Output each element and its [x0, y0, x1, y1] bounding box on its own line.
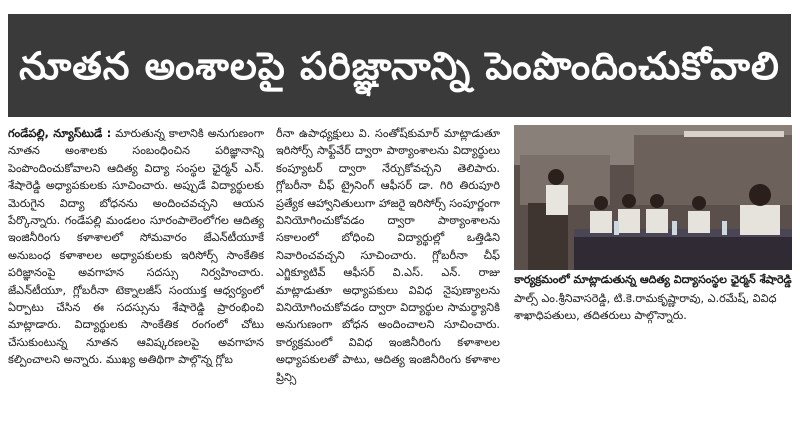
- article-column-3: [514, 290, 792, 418]
- article-column-2: [276, 125, 500, 417]
- dateline: గండేపల్లి, న్యూస్‌టుడే :: [8, 127, 112, 140]
- event-photo: [514, 125, 792, 270]
- photo-caption: కార్యక్రమంలో మాట్లాడుతున్న ఆదిత్య విద్యాసంస్థల ఛైర్మన్ శేషారెడ్డి: [514, 273, 792, 286]
- article-column-1: [8, 125, 264, 417]
- headline-banner: [8, 14, 791, 117]
- article-paragraph: [8, 125, 264, 369]
- article-text-3: పాల్స్ ఎం.శ్రీనివాసరెడ్డి, టి.కె.రామకృష్ణారావు, ఎ.రమేష్, వివిధ శాఖాధిపతులు, తదితరులు పాల్గొన్నారు.: [514, 292, 777, 323]
- article-text-2: రీనా ఉపాధ్యక్షులు వి. సంతోష్‌కుమార్ మాట్లాడుతూ ఇరిసోర్స్ సాఫ్ట్‌వేర్ ద్వారా పాఠ్యాంశాలను విద్యార్థులు కంప్యూటర్ ద్వారా నేర్చుకోవచ్చని తెలిపారు. గ్లోబరీనా చీఫ్ ట్రైనింగ్ ఆఫీసర్ డా. గిరి తిరుపూరి ప్రత్యేక ఆహ్వానితులుగా హాజరై ఇరిసోర్స్ సంపూర్ణంగా వినియోగించుకోవడం ద్వారా పాఠ్యాంశాలను సకాలంలో బోధించి విద్యార్థుల్లో ఒత్తిడిని నివారించవచ్చని సూచించారు. గ్లోబరీనా చీఫ్ ఎగ్జిక్యూటివ్ ఆఫీసర్ వి.ఎస్. ఎన్. రాజు మాట్లాడుతూ అధ్యాపకులు వివిధ నైపుణ్యాలను వినియోగించుకోవడం ద్వారా విద్యార్థుల సామర్థ్యానికి అనుగుణంగా బోధన అందించాలని సూచించారు. కార్యక్రమంలో వివిధ ఇంజినీరింగు కళాశాలల అధ్యాపకులతో పాటు, ఆదిత్య ఇంజినీరింగు కళాశాల ప్రిన్సి: [276, 127, 500, 384]
- photo-block: [514, 125, 792, 288]
- headline: నూతన అంశాలపై పరిజ్ఞానాన్ని పెంపొందించుకోవాలి: [19, 43, 780, 88]
- event-photo-illustration: [514, 125, 792, 270]
- article-text-1: మారుతున్న కాలానికి అనుగుణంగా నూతన అంశాలకు సంబంధించిన పరిజ్ఞానాన్ని పెంపొందించుకోవాలని ఆదిత్య విద్యా సంస్థల ఛైర్మన్ ఎన్. శేషారెడ్డి అధ్యాపకులకు సూచించారు. అప్పుడే విద్యార్థులకు మెరుగైన విద్యా బోధనను అందించవచ్చని ఆయన పేర్కొన్నారు. గండేపల్లి మండలం సూరంపాలెంలోగల ఆదిత్య ఇంజినీరింగు కళాశాలలో సోమవారం జేఎన్‌టీయూకే అనుబంధ కళాశాలల అధ్యాపకులకు ఇరిసోర్స్ సాంకేతిక పరిజ్ఞానంపై అవగాహన సదస్సు నిర్వహించారు. జేఎన్‌టీయూ, గ్లోబరీనా టెక్నాలజీస్ సంయుక్త ఆధ్వర్యంలో ఏర్పాటు చేసిన ఈ సదస్సును శేషారెడ్డి ప్రారంభించి మాట్లాడారు. విద్యార్థులకు సాంకేతిక రంగంలో చోటు చేసుకుంటున్న నూతన ఆవిష్కరణలపై అవగాహన కల్పించాలని అన్నారు. ముఖ్య అతిథిగా పాల్గొన్న గ్లోబ: [8, 127, 264, 367]
